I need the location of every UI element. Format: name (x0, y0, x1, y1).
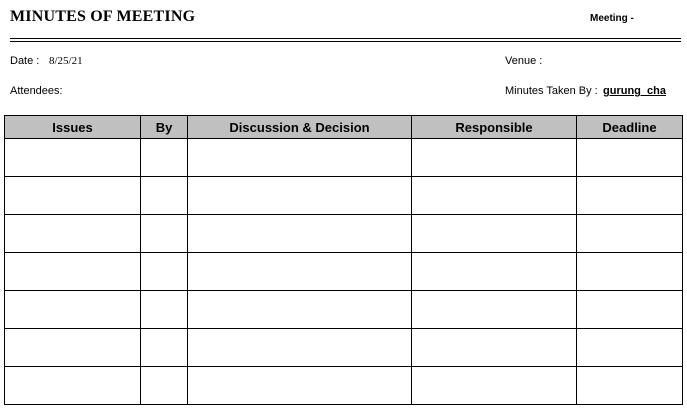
column-header-responsible: Responsible (412, 116, 577, 139)
table-row (5, 139, 683, 177)
table-cell[interactable] (577, 215, 683, 253)
table-row (5, 253, 683, 291)
table-cell[interactable] (188, 215, 412, 253)
attendees-label: Attendees: (10, 85, 63, 97)
table-row (5, 291, 683, 329)
table-cell[interactable] (141, 329, 188, 367)
table-cell[interactable] (188, 291, 412, 329)
table-cell[interactable] (5, 177, 141, 215)
table-cell[interactable] (5, 253, 141, 291)
table-cell[interactable] (412, 367, 577, 405)
table-cell[interactable] (188, 139, 412, 177)
minutes-taken-by-value: gurung_cha (603, 85, 666, 97)
table-row (5, 215, 683, 253)
venue-label: Venue : (505, 55, 543, 67)
table-cell[interactable] (141, 177, 188, 215)
table-cell[interactable] (141, 215, 188, 253)
date-label: Date : (10, 55, 40, 67)
table-cell[interactable] (412, 177, 577, 215)
table-cell[interactable] (577, 367, 683, 405)
meeting-label: Meeting - (590, 13, 634, 24)
table-cell[interactable] (412, 291, 577, 329)
table-cell[interactable] (412, 253, 577, 291)
table-cell[interactable] (5, 215, 141, 253)
column-header-issues: Issues (5, 116, 141, 139)
table-cell[interactable] (5, 291, 141, 329)
header-divider-bottom (10, 41, 681, 42)
table-cell[interactable] (412, 139, 577, 177)
table-cell[interactable] (577, 139, 683, 177)
table-cell[interactable] (141, 367, 188, 405)
table-cell[interactable] (5, 139, 141, 177)
table-cell[interactable] (141, 291, 188, 329)
table-row (5, 367, 683, 405)
column-header-by: By (141, 116, 188, 139)
table-cell[interactable] (577, 329, 683, 367)
table-cell[interactable] (577, 291, 683, 329)
date-value: 8/25/21 (49, 55, 83, 67)
table-row (5, 177, 683, 215)
minutes-table (4, 115, 683, 405)
column-header-discussion-decision: Discussion & Decision (188, 116, 412, 139)
table-cell[interactable] (412, 215, 577, 253)
table-cell[interactable] (188, 177, 412, 215)
header-divider-top (10, 38, 681, 39)
table-cell[interactable] (577, 253, 683, 291)
table-cell[interactable] (141, 253, 188, 291)
table-row (5, 329, 683, 367)
table-header-row (5, 116, 683, 139)
table-cell[interactable] (412, 329, 577, 367)
column-header-deadline: Deadline (577, 116, 683, 139)
minutes-taken-by-label: Minutes Taken By : (505, 85, 598, 97)
document-title: MINUTES OF MEETING (10, 8, 196, 25)
table-cell[interactable] (188, 253, 412, 291)
table-cell[interactable] (5, 329, 141, 367)
table-cell[interactable] (188, 367, 412, 405)
table-cell[interactable] (141, 139, 188, 177)
table-cell[interactable] (188, 329, 412, 367)
table-cell[interactable] (577, 177, 683, 215)
table-cell[interactable] (5, 367, 141, 405)
